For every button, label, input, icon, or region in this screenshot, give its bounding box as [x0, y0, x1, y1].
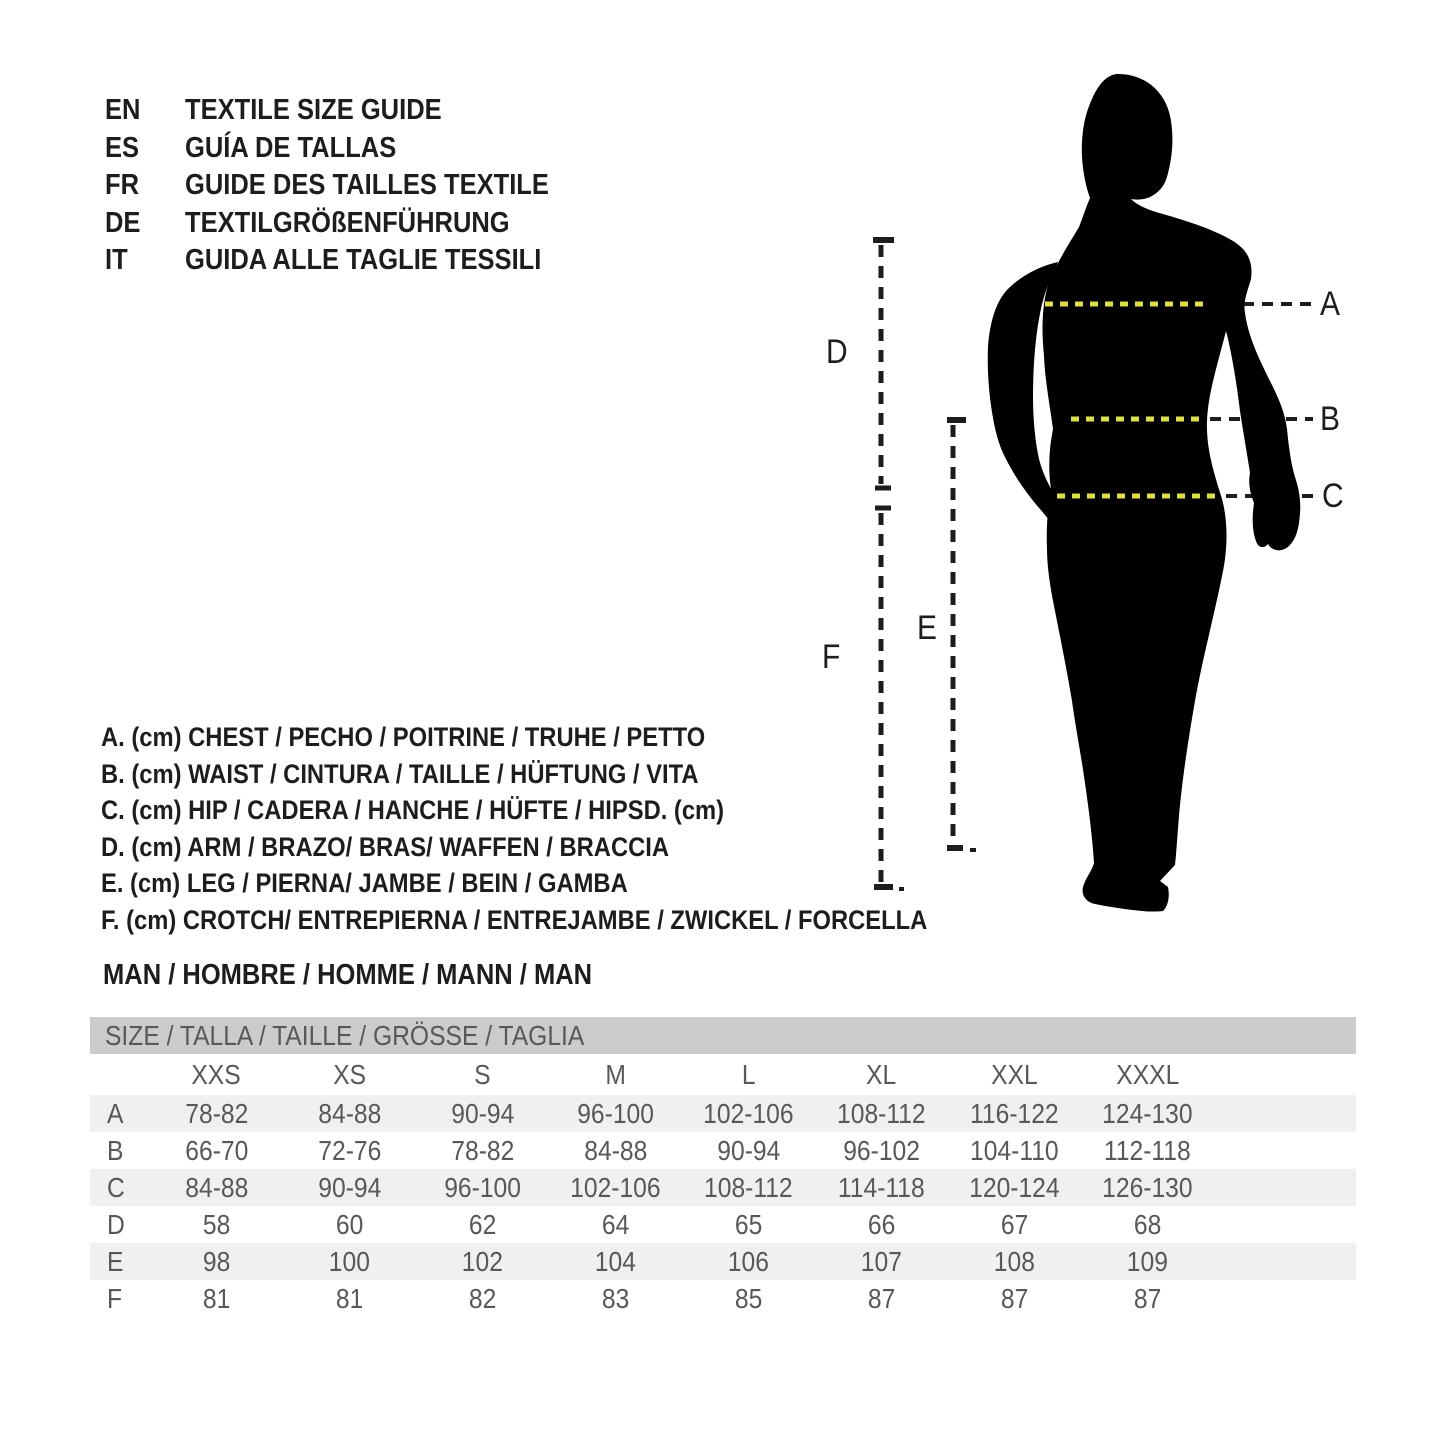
size-table	[90, 1017, 1356, 1317]
table-cell: 87	[1133, 1282, 1162, 1314]
table-cell: 126-130	[1102, 1171, 1193, 1203]
row-label: C	[107, 1171, 125, 1203]
table-cell: 78-82	[184, 1097, 249, 1129]
table-cell: 84-88	[184, 1171, 249, 1203]
figure-label-hip: C	[1322, 477, 1344, 515]
table-cell: 62	[468, 1208, 497, 1240]
size-column-header: M	[605, 1058, 626, 1090]
language-code: EN	[105, 94, 141, 126]
size-column-header: S	[474, 1058, 491, 1090]
table-row	[90, 1132, 1356, 1169]
table-body	[90, 1095, 1356, 1317]
table-row	[90, 1169, 1356, 1206]
language-code: DE	[105, 206, 141, 239]
legend-text: A. (cm) CHEST / PECHO / POITRINE / TRUHE / PETTO	[101, 722, 706, 752]
table-cell: 66-70	[184, 1134, 249, 1166]
table-cell: 116-122	[970, 1097, 1059, 1129]
table-cell: 65	[734, 1208, 763, 1240]
category-text: MAN / HOMBRE / HOMME / MANN / MAN	[103, 959, 593, 991]
legend-text: E. (cm) LEG / PIERNA/ JAMBE / BEIN / GAMBA	[101, 868, 628, 899]
table-cell: 108-112	[837, 1097, 926, 1129]
table-cell: 84-88	[317, 1097, 382, 1129]
table-row	[90, 1243, 1356, 1280]
table-cell: 108-112	[704, 1171, 793, 1203]
table-cell: 87	[1000, 1282, 1029, 1314]
table-cell: 114-118	[838, 1171, 925, 1203]
figure-label-leg: E	[917, 609, 937, 647]
size-header-row	[90, 1054, 1356, 1095]
table-cell: 85	[734, 1282, 763, 1314]
table-row	[90, 1280, 1356, 1317]
language-title: GUIDE DES TAILLES TEXTILE	[185, 169, 549, 202]
table-cell: 81	[335, 1282, 364, 1314]
table-cell: 66	[867, 1208, 896, 1240]
table-cell: 124-130	[1102, 1097, 1193, 1129]
language-code: IT	[105, 244, 128, 277]
table-row	[90, 1095, 1356, 1132]
size-column-header: XXL	[991, 1058, 1038, 1090]
legend-text: D. (cm) ARM / BRAZO/ BRAS/ WAFFEN / BRACCIA	[101, 831, 670, 862]
table-cell: 78-82	[450, 1134, 515, 1166]
legend-text: B. (cm) WAIST / CINTURA / TAILLE / HÜFTUNG / VITA	[101, 758, 699, 789]
language-title: GUIDA ALLE TAGLIE TESSILI	[185, 244, 542, 277]
legend-text: C. (cm) HIP / CADERA / HANCHE / HÜFTE / HIPSD. (cm)	[101, 795, 725, 826]
figure-label-waist: B	[1320, 400, 1340, 438]
table-cell: 107	[860, 1245, 903, 1277]
table-cell: 108	[993, 1245, 1036, 1277]
table-cell: 100	[328, 1245, 371, 1277]
size-column-header: XL	[866, 1058, 897, 1090]
table-cell: 82	[468, 1282, 497, 1314]
figure-label-arm: D	[826, 333, 848, 371]
table-cell: 96-100	[444, 1171, 521, 1203]
table-row	[90, 1206, 1356, 1243]
size-column-header: XXXL	[1115, 1058, 1180, 1090]
row-label: E	[107, 1245, 124, 1277]
table-cell: 109	[1126, 1245, 1169, 1277]
row-label: F	[107, 1282, 123, 1314]
figure-label-chest: A	[1320, 285, 1340, 323]
table-cell: 120-124	[969, 1171, 1060, 1203]
table-cell: 106	[727, 1245, 770, 1277]
table-cell: 104	[594, 1245, 637, 1277]
table-cell: 72-76	[317, 1134, 382, 1166]
size-column-header: L	[741, 1058, 756, 1090]
table-cell: 102-106	[703, 1097, 794, 1129]
man-silhouette	[988, 74, 1301, 912]
table-cell: 58	[202, 1208, 231, 1240]
table-cell: 67	[1000, 1208, 1029, 1240]
table-cell: 90-94	[317, 1171, 382, 1203]
language-title: TEXTILE SIZE GUIDE	[185, 94, 442, 126]
table-cell: 102	[461, 1245, 504, 1277]
figure-label-crotch: F	[822, 638, 841, 676]
language-title: TEXTILGRÖßENFÜHRUNG	[185, 206, 510, 239]
size-column-header: XXS	[191, 1058, 242, 1090]
language-code: ES	[105, 131, 140, 164]
table-cell: 98	[202, 1245, 231, 1277]
table-cell: 112-118	[1104, 1134, 1191, 1166]
table-cell: 64	[601, 1208, 630, 1240]
table-cell: 84-88	[583, 1134, 648, 1166]
table-cell: 104-110	[970, 1134, 1059, 1166]
table-cell: 90-94	[450, 1097, 515, 1129]
row-label: A	[107, 1097, 124, 1129]
size-column-header: XS	[333, 1058, 366, 1090]
row-label: B	[107, 1134, 124, 1166]
table-cell: 90-94	[716, 1134, 781, 1166]
table-cell: 102-106	[570, 1171, 661, 1203]
language-code: FR	[105, 169, 140, 202]
table-cell: 83	[601, 1282, 630, 1314]
table-cell: 96-102	[843, 1134, 920, 1166]
row-label: D	[107, 1208, 125, 1240]
legend-text: F. (cm) CROTCH/ ENTREPIERNA / ENTREJAMBE / ZWICKEL / FORCELLA	[101, 904, 928, 935]
table-cell: 81	[202, 1282, 231, 1314]
table-cell: 96-100	[577, 1097, 654, 1129]
language-title: GUÍA DE TALLAS	[185, 131, 397, 164]
table-cell: 68	[1133, 1208, 1162, 1240]
table-cell: 60	[335, 1208, 364, 1240]
table-header-text: SIZE / TALLA / TAILLE / GRÖSSE / TAGLIA	[105, 1019, 585, 1051]
table-header-bar	[90, 1017, 1356, 1054]
table-cell: 87	[867, 1282, 896, 1314]
